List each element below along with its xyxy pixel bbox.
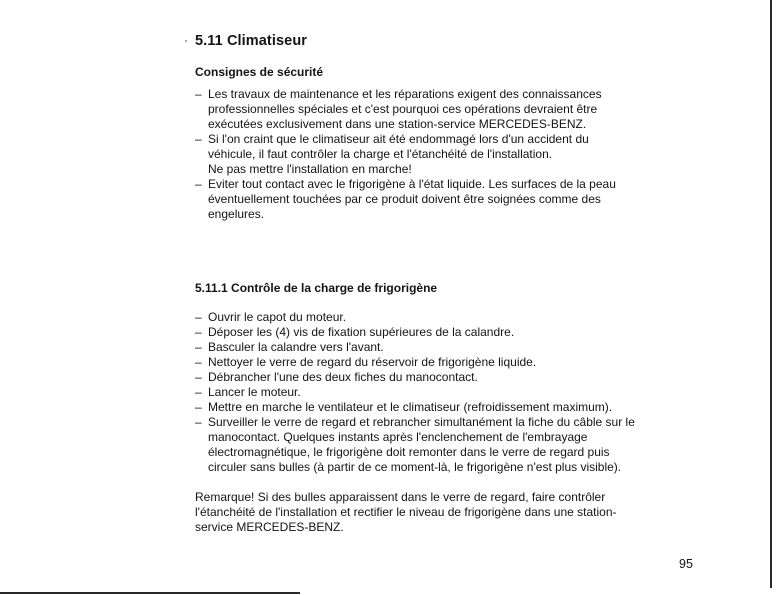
list-item <box>195 370 695 385</box>
list-item <box>195 325 695 340</box>
list-item <box>195 87 715 132</box>
page-edge-rule-right <box>770 0 772 588</box>
section-title: 5.11 Climatiseur <box>195 33 308 49</box>
list-item <box>195 415 695 475</box>
safety-heading: Consignes de sécurité <box>195 65 324 79</box>
remark-line: Remarque! Si des bulles apparaissent dans le verre de regard, faire contrôler <box>195 490 606 504</box>
list-item-line: exécutées exclusivement dans une station-service MERCEDES-BENZ. <box>208 117 587 131</box>
list-item-line: – Si l'on craint que le climatiseur ait été endommagé lors d'un accident du <box>208 132 589 146</box>
list-item <box>195 177 715 222</box>
list-item-line: manocontact. Quelques instants après l'enclenchement de l'embrayage <box>208 430 588 444</box>
list-item-line: électromagnétique, le frigorigène doit remonter dans le verre de regard puis <box>208 445 610 459</box>
list-item-line: véhicule, il faut contrôler la charge et l'étanchéité de l'installation. <box>208 147 553 161</box>
list-item-line: – Déposer les (4) vis de fixation supérieures de la calandre. <box>208 325 515 339</box>
remark-line: service MERCEDES-BENZ. <box>195 520 344 534</box>
list-item <box>195 400 695 415</box>
list-item-line: circuler sans bulles (à partir de ce moment-là, le frigorigène n'est plus visible). <box>208 460 622 474</box>
list-item-line: éventuellement touchées par ce produit doivent être soignées comme des <box>208 192 601 206</box>
list-item-line: – Ouvrir le capot du moteur. <box>208 310 347 324</box>
page-edge-rule-bottom <box>0 592 300 594</box>
list-item-line: – Eviter tout contact avec le frigorigène à l'état liquide. Les surfaces de la peau <box>208 177 616 191</box>
list-item <box>195 385 695 400</box>
list-item-line: – Basculer la calandre vers l'avant. <box>208 340 384 354</box>
list-item <box>195 355 695 370</box>
list-item-line: – Nettoyer le verre de regard du réservoir de frigorigène liquide. <box>208 355 537 369</box>
list-item-line: professionnelles spéciales et c'est pourquoi ces opérations devraient être <box>208 102 598 116</box>
list-item-line: – Mettre en marche le ventilateur et le climatiseur (refroidissement maximum). <box>208 400 613 414</box>
remark-line: l'étanchéité de l'installation et rectifier le niveau de frigorigène dans une station- <box>195 505 617 519</box>
scan-speck <box>185 40 187 42</box>
list-item-line: – Surveiller le verre de regard et rebrancher simultanément la fiche du câble sur le <box>208 415 635 429</box>
list-item-line: – Débrancher l'une des deux fiches du manocontact. <box>208 370 478 384</box>
remark-paragraph <box>195 490 695 535</box>
list-item <box>195 132 715 177</box>
list-item-line: engelures. <box>208 207 265 221</box>
charge-heading: 5.11.1 Contrôle de la charge de frigorigène <box>195 281 438 295</box>
list-item-line: – Les travaux de maintenance et les réparations exigent des connaissances <box>208 87 602 101</box>
list-item-line: Ne pas mettre l'installation en marche! <box>208 162 412 176</box>
charge-steps-list <box>195 310 695 475</box>
page-number: 95 <box>679 557 693 571</box>
list-item <box>195 310 695 325</box>
list-item <box>195 340 695 355</box>
safety-list <box>195 87 715 222</box>
list-item-line: – Lancer le moteur. <box>208 385 301 399</box>
